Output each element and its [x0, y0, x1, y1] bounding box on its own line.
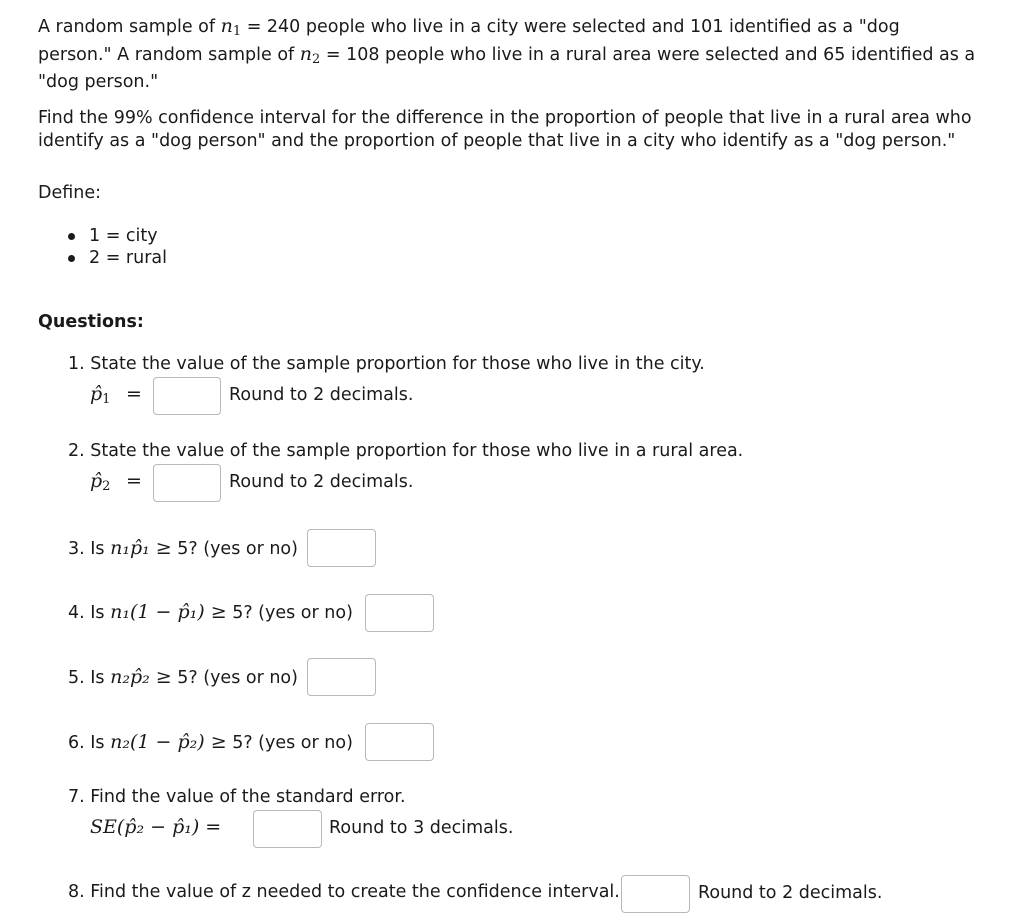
q7-lhs: SE(p̂₂ − p̂₁) = [90, 816, 222, 838]
question-8-text: 8. Find the value of z needed to create the confidence interval. [68, 882, 620, 902]
question-7-text: 7. Find the value of the standard error. [68, 787, 406, 807]
q6-answer-input[interactable] [365, 723, 434, 761]
define-item-city: 1 = city [68, 226, 158, 246]
question-4-text: 4. Is n₁(1 − p̂₁) ≥ 5? (yes or no) [68, 601, 353, 623]
q4-answer-input[interactable] [365, 594, 434, 632]
question-3-text: 3. Is n₁p̂₁ ≥ 5? (yes or no) [68, 537, 298, 559]
q7-answer-input[interactable] [253, 810, 322, 848]
question-1-text: 1. State the value of the sample proportion for those who live in the city. [68, 354, 705, 374]
q1-answer-input[interactable] [153, 377, 221, 415]
define-heading: Define: [38, 183, 102, 203]
question-5-text: 5. Is n₂p̂₂ ≥ 5? (yes or no) [68, 666, 298, 688]
define-item-rural: 2 = rural [68, 248, 167, 268]
intro-line-1: A random sample of $n_1 = 240$ people who live in a city were selected and 101 identified as a "dog [38, 15, 900, 39]
n2-symbol: n [299, 43, 312, 65]
task-paragraph: Find the 99% confidence interval for the difference in the proportion of people that live in a rural area who identify as a "dog person" and the proportion of people that live in a city who identify as a "dog person." [38, 108, 972, 151]
q1-hint: Round to 2 decimals. [229, 385, 414, 405]
q2-lhs: $p̂_2$ = [90, 470, 142, 494]
questions-heading: Questions: [38, 312, 144, 332]
intro-line-3: "dog person." [38, 72, 159, 92]
n1-symbol: n [220, 15, 233, 37]
question-2-text: 2. State the value of the sample proportion for those who live in a rural area. [68, 441, 744, 461]
q3-answer-input[interactable] [307, 529, 376, 567]
q2-hint: Round to 2 decimals. [229, 472, 414, 492]
q8-hint: Round to 2 decimals. [698, 883, 883, 903]
q2-answer-input[interactable] [153, 464, 221, 502]
q7-hint: Round to 3 decimals. [329, 818, 514, 838]
q8-answer-input[interactable] [621, 875, 690, 913]
intro-line-2: person." A random sample of $n_2 = 108$ people who live in a rural area were selected and 65 identified as a [38, 43, 976, 67]
question-6-text: 6. Is n₂(1 − p̂₂) ≥ 5? (yes or no) [68, 731, 353, 753]
q1-lhs: $p̂_1$ = [90, 383, 142, 407]
intro-paragraph [38, 15, 988, 94]
q5-answer-input[interactable] [307, 658, 376, 696]
